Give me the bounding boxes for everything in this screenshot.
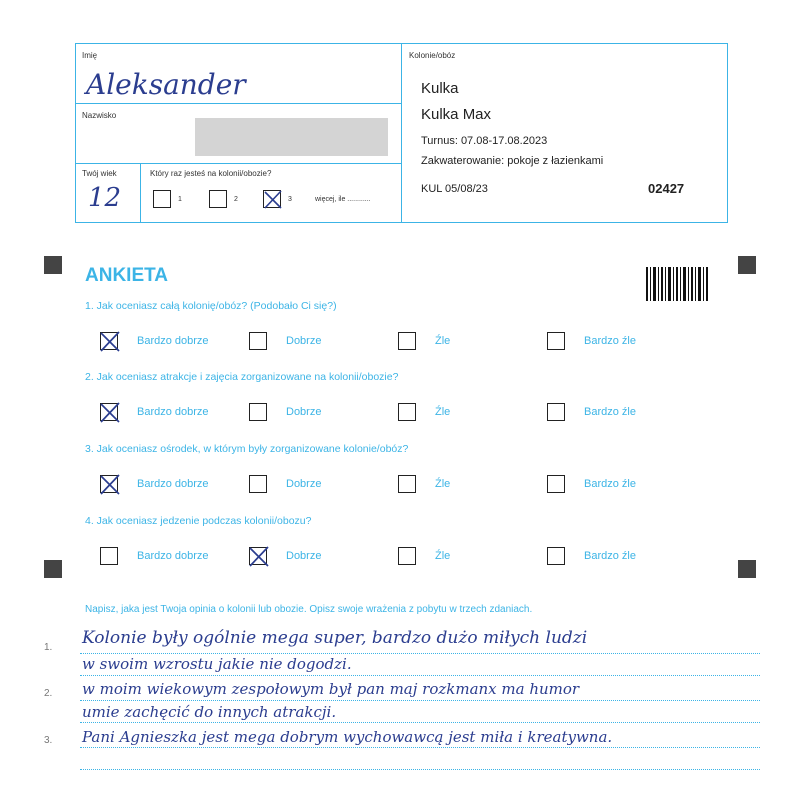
rating-option-label: Bardzo dobrze bbox=[137, 406, 209, 418]
rating-option-label: Źle bbox=[435, 550, 451, 562]
rating-option-label: Dobrze bbox=[286, 335, 322, 347]
rating-checkbox[interactable] bbox=[100, 403, 118, 421]
rating-option-label: Źle bbox=[435, 406, 451, 418]
question-text: 1. Jak oceniasz całą kolonię/obóz? (Podobało Ci się?) bbox=[85, 300, 337, 312]
registration-marker bbox=[44, 256, 62, 274]
rating-option-label: Źle bbox=[435, 335, 451, 347]
surname-label: Nazwisko bbox=[82, 111, 117, 120]
answer-text[interactable]: w moim wiekowym zespołowym był pan maj rozkmanx ma humor bbox=[82, 680, 580, 698]
rating-option-label: Bardzo źle bbox=[584, 478, 636, 490]
rating-checkbox[interactable] bbox=[398, 403, 416, 421]
camp-name: Kulka bbox=[421, 80, 459, 97]
lodging-text: Zakwaterowanie: pokoje z łazienkami bbox=[421, 155, 604, 167]
registration-marker bbox=[44, 560, 62, 578]
redacted-surname bbox=[195, 118, 388, 156]
times-checkbox-1[interactable] bbox=[153, 190, 171, 208]
check-mark-icon bbox=[97, 472, 123, 498]
age-label: Twój wiek bbox=[82, 169, 117, 178]
answer-text[interactable]: Kolonie były ogólnie mega super, bardzo dużo miłych ludzi bbox=[82, 628, 588, 648]
header-divider bbox=[75, 163, 402, 164]
rating-option-label: Bardzo źle bbox=[584, 406, 636, 418]
rating-checkbox[interactable] bbox=[547, 475, 565, 493]
times-label: Który raz jesteś na kolonii/obozie? bbox=[150, 169, 272, 178]
rating-option-label: Bardzo źle bbox=[584, 550, 636, 562]
rating-checkbox[interactable] bbox=[249, 332, 267, 350]
times-checkbox-2[interactable] bbox=[209, 190, 227, 208]
answer-line bbox=[80, 722, 760, 723]
check-mark-icon bbox=[97, 329, 123, 355]
answer-line bbox=[80, 653, 760, 654]
header-divider bbox=[140, 163, 141, 222]
form-number: 02427 bbox=[648, 181, 685, 196]
camp-subname: Kulka Max bbox=[421, 106, 492, 123]
camp-label: Kolonie/obóz bbox=[409, 51, 456, 60]
name-value[interactable]: Aleksander bbox=[86, 68, 246, 101]
answer-text[interactable]: Pani Agnieszka jest mega dobrym wychowawcą jest miła i kreatywna. bbox=[82, 728, 613, 746]
line-number: 3. bbox=[44, 735, 53, 746]
rating-checkbox[interactable] bbox=[249, 547, 267, 565]
rating-checkbox[interactable] bbox=[547, 332, 565, 350]
barcode bbox=[646, 267, 710, 301]
answer-line bbox=[80, 769, 760, 770]
registration-marker bbox=[738, 560, 756, 578]
rating-option-label: Dobrze bbox=[286, 406, 322, 418]
rating-checkbox[interactable] bbox=[398, 547, 416, 565]
rating-checkbox[interactable] bbox=[249, 403, 267, 421]
line-number: 2. bbox=[44, 688, 53, 699]
line-number: 1. bbox=[44, 642, 53, 653]
times-more-label: więcej, ile ............ bbox=[315, 196, 371, 203]
question-text: 3. Jak oceniasz ośrodek, w którym były zorganizowane kolonie/obóz? bbox=[85, 443, 409, 455]
header-divider bbox=[75, 103, 402, 104]
age-value[interactable]: 12 bbox=[88, 183, 122, 213]
rating-option-label: Bardzo dobrze bbox=[137, 478, 209, 490]
check-mark-icon bbox=[97, 400, 123, 426]
rating-checkbox[interactable] bbox=[547, 403, 565, 421]
times-option-label: 3 bbox=[288, 196, 292, 203]
rating-checkbox[interactable] bbox=[398, 475, 416, 493]
turnus-text: Turnus: 07.08-17.08.2023 bbox=[421, 135, 548, 147]
check-mark-icon bbox=[260, 187, 286, 213]
name-label: Imię bbox=[82, 51, 98, 60]
rating-checkbox[interactable] bbox=[398, 332, 416, 350]
opinion-prompt: Napisz, jaka jest Twoja opinia o kolonii lub obozie. Opisz swoje wrażenia z pobytu w trzech zdaniach. bbox=[85, 604, 533, 615]
check-mark-icon bbox=[246, 544, 272, 570]
times-checkbox-3[interactable] bbox=[263, 190, 281, 208]
rating-option-label: Bardzo dobrze bbox=[137, 335, 209, 347]
rating-option-label: Bardzo dobrze bbox=[137, 550, 209, 562]
rating-option-label: Bardzo źle bbox=[584, 335, 636, 347]
registration-marker bbox=[738, 256, 756, 274]
answer-text[interactable]: umie zachęcić do innych atrakcji. bbox=[82, 703, 337, 721]
times-option-label: 2 bbox=[234, 196, 238, 203]
camp-code: KUL 05/08/23 bbox=[421, 183, 488, 195]
answer-text[interactable]: w swoim wzrostu jakie nie dogodzi. bbox=[82, 655, 352, 673]
answer-line bbox=[80, 700, 760, 701]
rating-checkbox[interactable] bbox=[100, 332, 118, 350]
answer-line bbox=[80, 747, 760, 748]
survey-title: ANKIETA bbox=[85, 265, 169, 286]
rating-option-label: Dobrze bbox=[286, 478, 322, 490]
rating-option-label: Źle bbox=[435, 478, 451, 490]
times-option-label: 1 bbox=[178, 196, 182, 203]
question-text: 2. Jak oceniasz atrakcje i zajęcia zorganizowane na kolonii/obozie? bbox=[85, 371, 399, 383]
header-divider bbox=[401, 43, 402, 222]
rating-option-label: Dobrze bbox=[286, 550, 322, 562]
rating-checkbox[interactable] bbox=[547, 547, 565, 565]
answer-line bbox=[80, 675, 760, 676]
rating-checkbox[interactable] bbox=[249, 475, 267, 493]
rating-checkbox[interactable] bbox=[100, 547, 118, 565]
question-text: 4. Jak oceniasz jedzenie podczas kolonii/obozu? bbox=[85, 515, 312, 527]
rating-checkbox[interactable] bbox=[100, 475, 118, 493]
